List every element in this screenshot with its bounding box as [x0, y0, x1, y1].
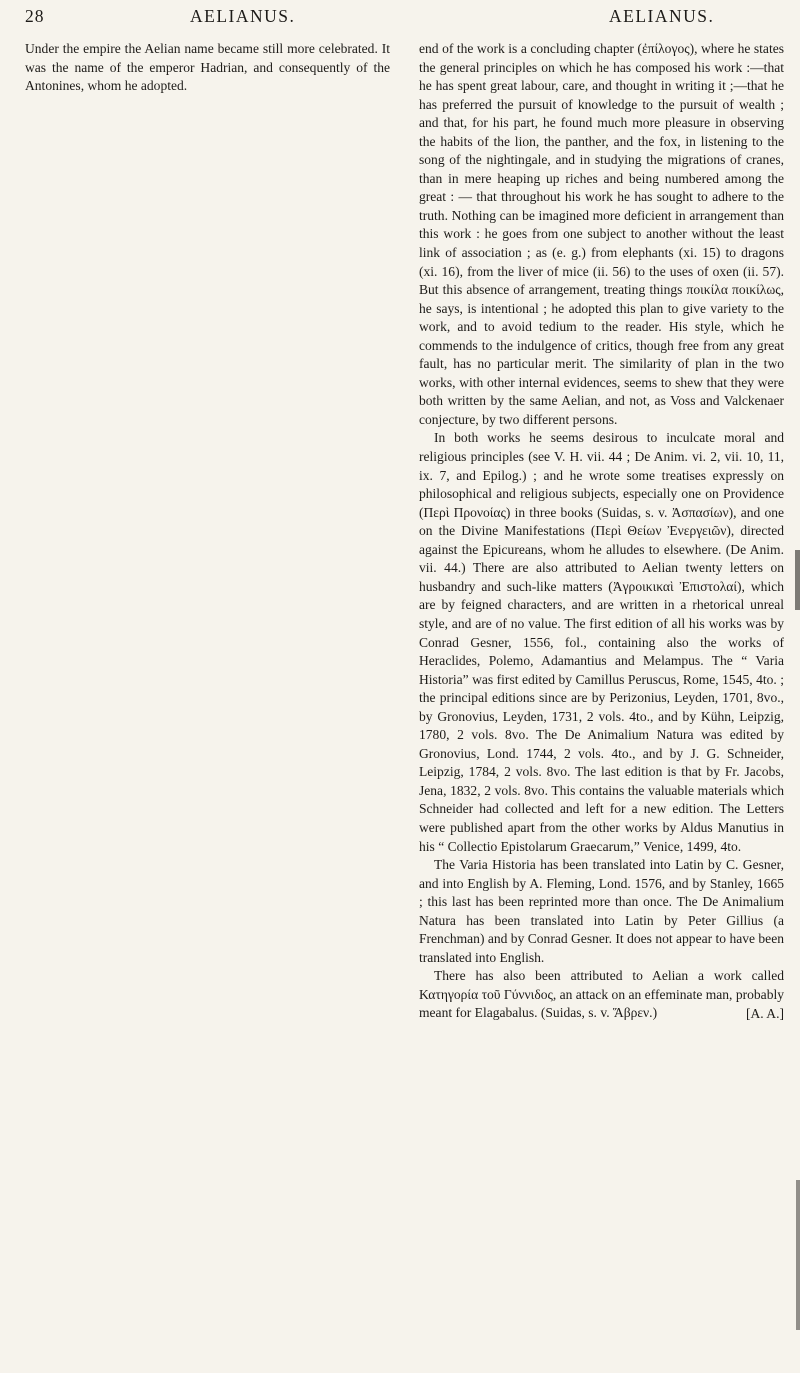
left-running-title: AELIANUS. — [190, 6, 296, 26]
paragraph-translations: The Varia Historia has been translated into Latin by C. Gesner, and into English by A. Fleming, Lond. 1576, and by Stanley, 1665 ; this last has been reprinted more than once. The De Animalium Natura has been translated into Latin by Peter Gillius (a Frenchman) and by Conrad Gesner. It does not appear to have been translated into English. — [419, 857, 784, 965]
running-head — [0, 6, 800, 32]
page-number: 28 — [25, 6, 45, 26]
paragraph-attributed-work: There has also been attributed to Aelian a work called Κατηγορία τοῦ Γύννιδος, an attack on an effeminate man, probably meant for Elagabalus. (Suidas, s. v. Ἅβρεν.) — [419, 968, 784, 1021]
right-column — [419, 40, 784, 1024]
paragraph-principles: In both works he seems desirous to inculcate moral and religious principles (see V. H. vii. 44 ; De Anim. vi. 2, vii. 10, 11, ix. 7, and Epilog.) ; and he wrote some treatises expressly on philosophical and religious subjects, especially one on Providence (Περὶ Προνοίας) in three books (Suidas, s. v. Ἀσπασίων), and one on the Divine Manifestations (Περὶ Θείων Ἐνεργειῶν), directed against the Epicureans, whom he alludes to elsewhere. (De Anim. vii. 44.) There are also attributed to Aelian twenty letters on husbandry and such-like matters (Ἀγροικικαὶ Ἐπιστολαί), which are by feigned characters, and are written in a rhetorical unreal style, and are of no value. The first edition of all his works was by Conrad Gesner, 1556, fol., containing also the works of Heraclides, Polemo, Adamantius and Melampus. The “ Varia Historia” was first edited by Camillus Peruscus, Rome, 1545, 4to. ; the principal editions since are by Perizonius, Leyden, 1701, 8vo., by Gronovius, Leyden, 1731, 2 vols. 4to., and by Kühn, Leipzig, 1780, 2 vols. 8vo. The De Animalium Natura was edited by Gronovius, Lond. 1744, 2 vols. 4to., and by J. G. Schneider, Leipzig, 1784, 2 vols. 8vo. The last edition is that by Fr. Jacobs, Jena, 1832, 2 vols. 8vo. This contains the valuable materials which Schneider had collected and left for a new edition. The Letters were published apart from the other works by Aldus Manutius in his “ Collectio Epistolarum Graecarum,” Venice, 1499, 4to. — [419, 430, 784, 854]
page-edge-mark — [795, 550, 800, 610]
right-running-title: AELIANUS. — [609, 6, 715, 26]
author-initials: [A. A.] — [745, 1005, 784, 1021]
paragraph-aelian-name: Under the empire the Aelian name became still more celebrated. It was the name of the emperor Hadrian, and consequently of the Antonines, whom he adopted. — [25, 41, 390, 94]
page-edge-mark-lower — [796, 1180, 800, 1330]
left-column — [25, 40, 390, 96]
paragraph-epilogue: end of the work is a concluding chapter (ἐπίλογος), where he states the general principles on which he has composed his work :—that he has spent great labour, care, and thought in writing it ;—that he has preferred the pursuit of knowledge to the pursuit of wealth ; and that, for his part, he found much more pleasure in observing the habits of the lion, the panther, and the fox, in listening to the song of the nightingale, and in studying the migrations of cranes, than in mere heaping up riches and being numbered among the great : — that throughout his work he has sought to adhere to the truth. Nothing can be imagined more deficient in arrangement than this work : he goes from one subject to another without the least link of association ; as (e. g.) from elephants (xi. 15) to dragons (xi. 16), from the liver of mice (ii. 56) to the uses of oxen (ii. 57). But this absence of arrangement, treating things ποικίλα ποικίλως, he says, is intentional ; he adopted this plan to give variety to the work, and to avoid tedium to the reader. His style, which he commends to the indulgence of critics, though free from any great fault, has no particular merit. The similarity of plan in the two works, with other internal evidences, seems to shew that they were both written by the same Aelian, and not, as Voss and Valckenaer conjecture, by two different persons. — [419, 41, 784, 427]
